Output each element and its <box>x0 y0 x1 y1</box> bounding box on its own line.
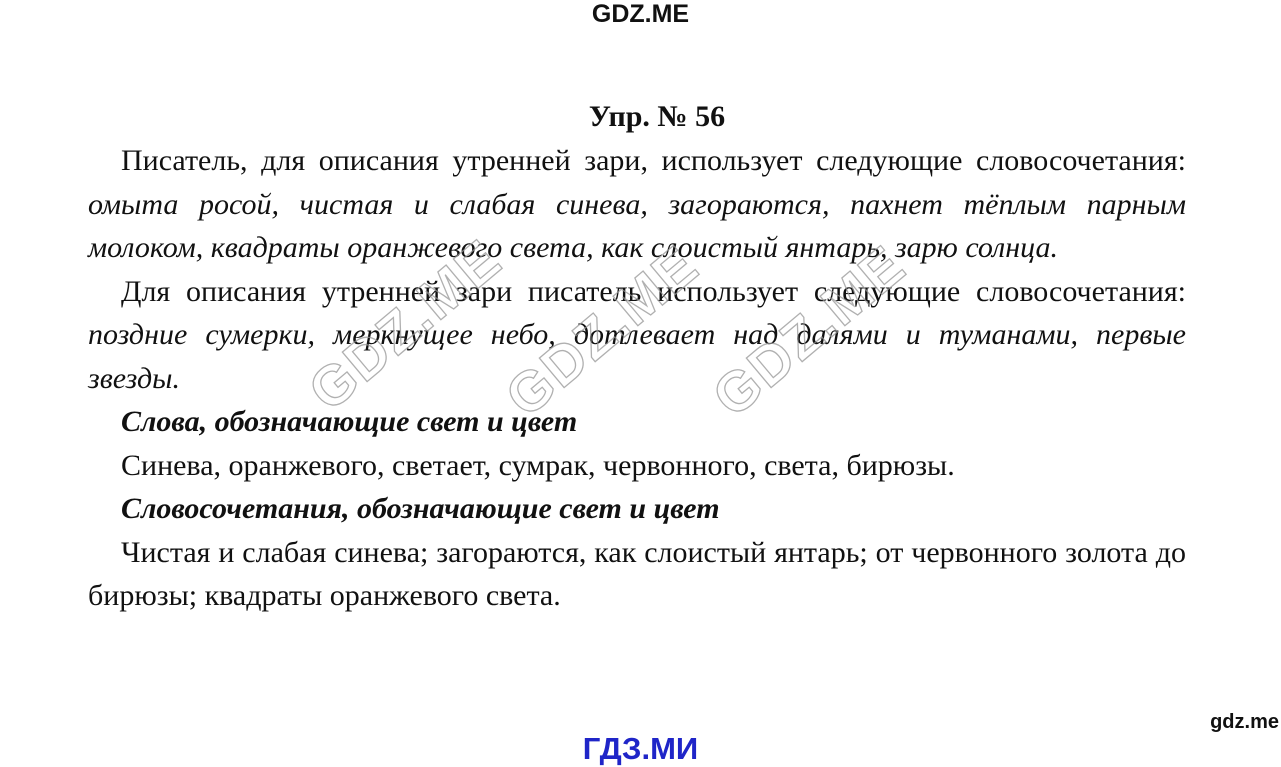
italic-phrases: поздние сумерки, меркнущее небо, дотлевает над далями и туманами, первые звезды. <box>88 318 1186 395</box>
watermark: GDZ.ME <box>700 232 918 429</box>
exercise-title: Упр. № 56 <box>588 100 726 133</box>
paragraph-evening-dusk <box>88 270 1186 401</box>
paragraph-morning-dawn <box>88 139 1186 270</box>
site-link-side[interactable]: gdz.me <box>1210 711 1279 733</box>
site-logo-top: GDZ.ME <box>591 0 690 28</box>
section-heading-phrases: Словосочетания, обозначающие свет и цвет <box>121 492 720 525</box>
italic-phrases: омыта росой, чистая и слабая синева, загораются, пахнет тёплым парным молоком, квадраты оранжевого света, как слоистый янтарь, зарю солнца. <box>88 187 1186 264</box>
site-logo-bottom[interactable]: ГДЗ.МИ <box>582 731 699 766</box>
section-text-phrases: Чистая и слабая синева; загораются, как слоистый янтарь; от червонного золота до бирюзы; квадраты оранжевого света. <box>88 535 1186 612</box>
watermark: GDZ.ME <box>493 232 711 429</box>
section-heading-words: Слова, обозначающие свет и цвет <box>121 405 578 438</box>
section-text-words: Синева, оранжевого, светает, сумрак, червонного, света, бирюзы. <box>121 448 955 482</box>
watermark: GDZ.ME <box>296 226 514 423</box>
exercise-document <box>88 96 1186 618</box>
paragraph-lead: Для описания утренней зари писатель использует следующие словосочетания: <box>121 274 1186 308</box>
paragraph-lead: Писатель, для описания утренней зари, использует следующие словосочетания: <box>121 144 1186 177</box>
